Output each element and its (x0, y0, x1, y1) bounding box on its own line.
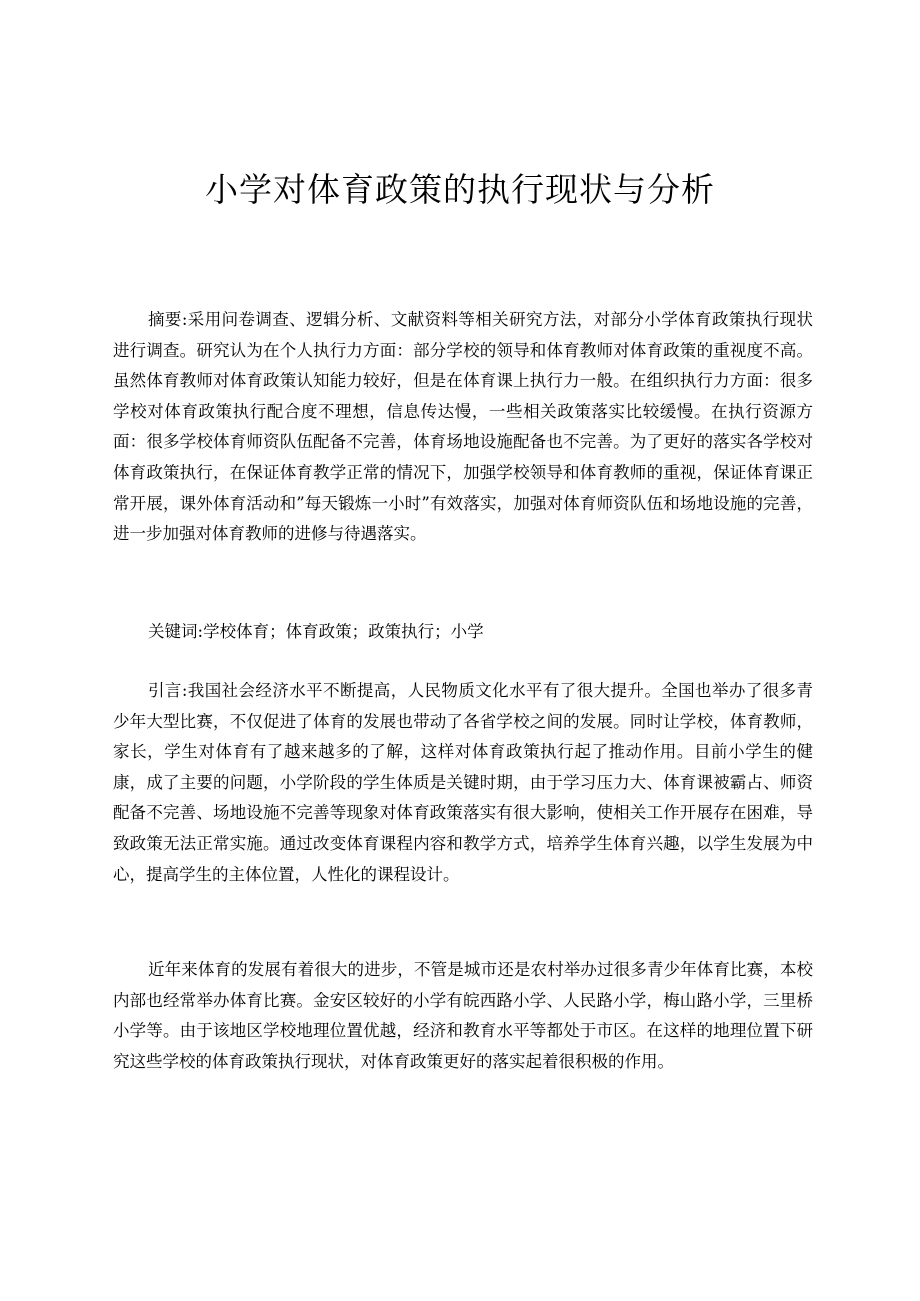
intro-paragraph (113, 676, 813, 890)
abstract-text: 采用问卷调查、逻辑分析、文献资料等相关研究方法，对部分小学体育政策执行现状进行调查。研究认为在个人执行力方面：部分学校的领导和体育教师对体育政策的重视度不高。虽然体育教师对体育政策认知能力较好，但是在体育课上执行力一般。在组织执行力方面：很多学校对体育政策执行配合度不理想，信息传达慢，一些相关政策落实比较缓慢。在执行资源方面：很多学校体育师资队伍配备不完善，体育场地设施配备也不完善。为了更好的落实各学校对体育政策执行，在保证体育教学正常的情况下，加强学校领导和体育教师的重视，保证体育课正常开展，课外体育活动和”每天锻炼一小时”有效落实，加强对体育师资队伍和场地设施的完善，进一步加强对体育教师的进修与待遇落实。 (113, 310, 814, 544)
document-title: 小学对体育政策的执行现状与分析 (205, 170, 715, 209)
intro-text: 我国社会经济水平不断提高，人民物质文化水平有了很大提升。全国也举办了很多青少年大型比赛，不仅促进了体育的发展也带动了各省学校之间的发展。同时让学校，体育教师，家长，学生对体育有了越来越多的了解，这样对体育政策执行起了推动作用。目前小学生的健康，成了主要的问题，小学阶段的学生体质是关键时期，由于学习压力大、体育课被霸占、师资配备不完善、场地设施不完善等现象对体育政策落实有很大影响，使相关工作开展存在困难，导致政策无法正常实施。通过改变体育课程内容和教学方式，培养学生体育兴趣，以学生发展为中心，提高学生的主体位置，人性化的课程设计。 (113, 681, 814, 884)
abstract-paragraph (113, 305, 813, 550)
keywords-label: 关键词: (148, 622, 204, 641)
intro-label: 引言: (148, 681, 188, 700)
body-paragraph: 近年来体育的发展有着很大的进步，不管是城市还是农村举办过很多青少年体育比赛，本校内部也经常举办体育比赛。金安区较好的小学有皖西路小学、人民路小学，梅山路小学，三里桥小学等。由于该地区学校地理位置优越，经济和教育水平等都处于市区。在这样的地理位置下研究这些学校的体育政策执行现状，对体育政策更好的落实起着很积极的作用。 (113, 960, 813, 1071)
keywords-text: 学校体育；体育政策；政策执行；小学 (203, 622, 484, 641)
keywords-paragraph (113, 617, 813, 648)
abstract-label: 摘要: (148, 310, 188, 329)
